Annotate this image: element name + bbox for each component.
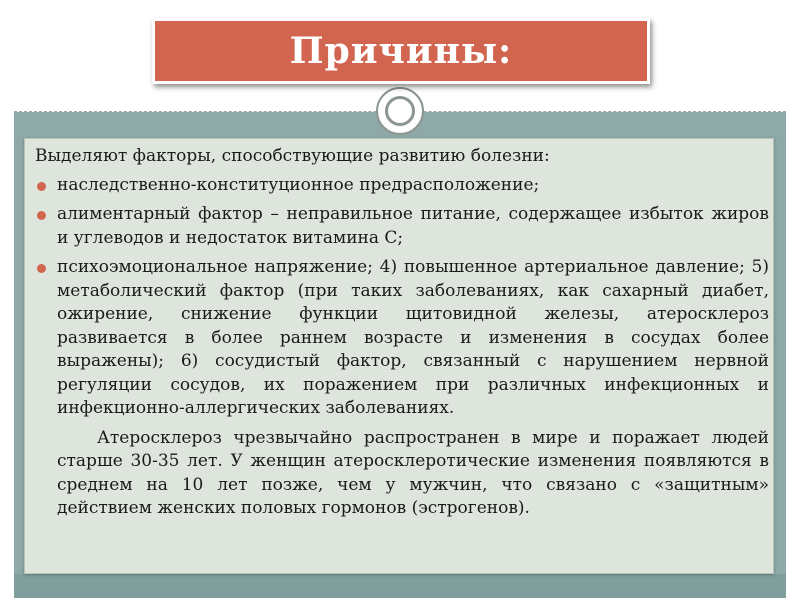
bullet-item <box>35 174 769 198</box>
title-box <box>152 18 650 84</box>
bottom-strip <box>14 574 786 598</box>
dot-bullet-icon <box>37 264 46 273</box>
double-circle-icon <box>376 87 424 135</box>
bullet-text: психоэмоциональное напряжение; 4) повышенное артериальное давление; 5) метаболический фактор (при таких заболеваниях, как сахарный диабет, ожирение, снижение функции щитовидной железы, атеросклероз развивается в более раннем возрасте и изменения в сосудах более выражены); 6) сосудистый фактор, связанный с нарушением нервной регуляции сосудов, их поражением при различных инфекционных и инфекционно-аллергических заболеваниях. <box>57 257 769 418</box>
slide-title: Причины: <box>289 30 513 72</box>
inner-circle <box>385 96 415 126</box>
bullet-text: алиментарный фактор – неправильное питание, содержащее избыток жиров и углеводов и недостаток витамина С; <box>57 204 769 248</box>
closing-paragraph: Атеросклероз чрезвычайно распространен в мире и поражает людей старше 30-35 лет. У женщин атеросклеротические изменения появляются в среднем на 10 лет позже, чем у мужчин, что связано с «защитным» действием женских половых гормонов (эстрогенов). <box>57 427 769 518</box>
bullet-text: наследственно-конституционное предрасположение; <box>57 174 540 195</box>
bullet-item <box>35 203 769 250</box>
bullet-item <box>35 256 769 421</box>
dot-bullet-icon <box>37 182 46 191</box>
content-text <box>35 145 769 521</box>
content-box <box>24 138 774 574</box>
dot-bullet-icon <box>37 211 46 220</box>
intro-text: Выделяют факторы, способствующие развитию болезни: <box>35 146 550 166</box>
